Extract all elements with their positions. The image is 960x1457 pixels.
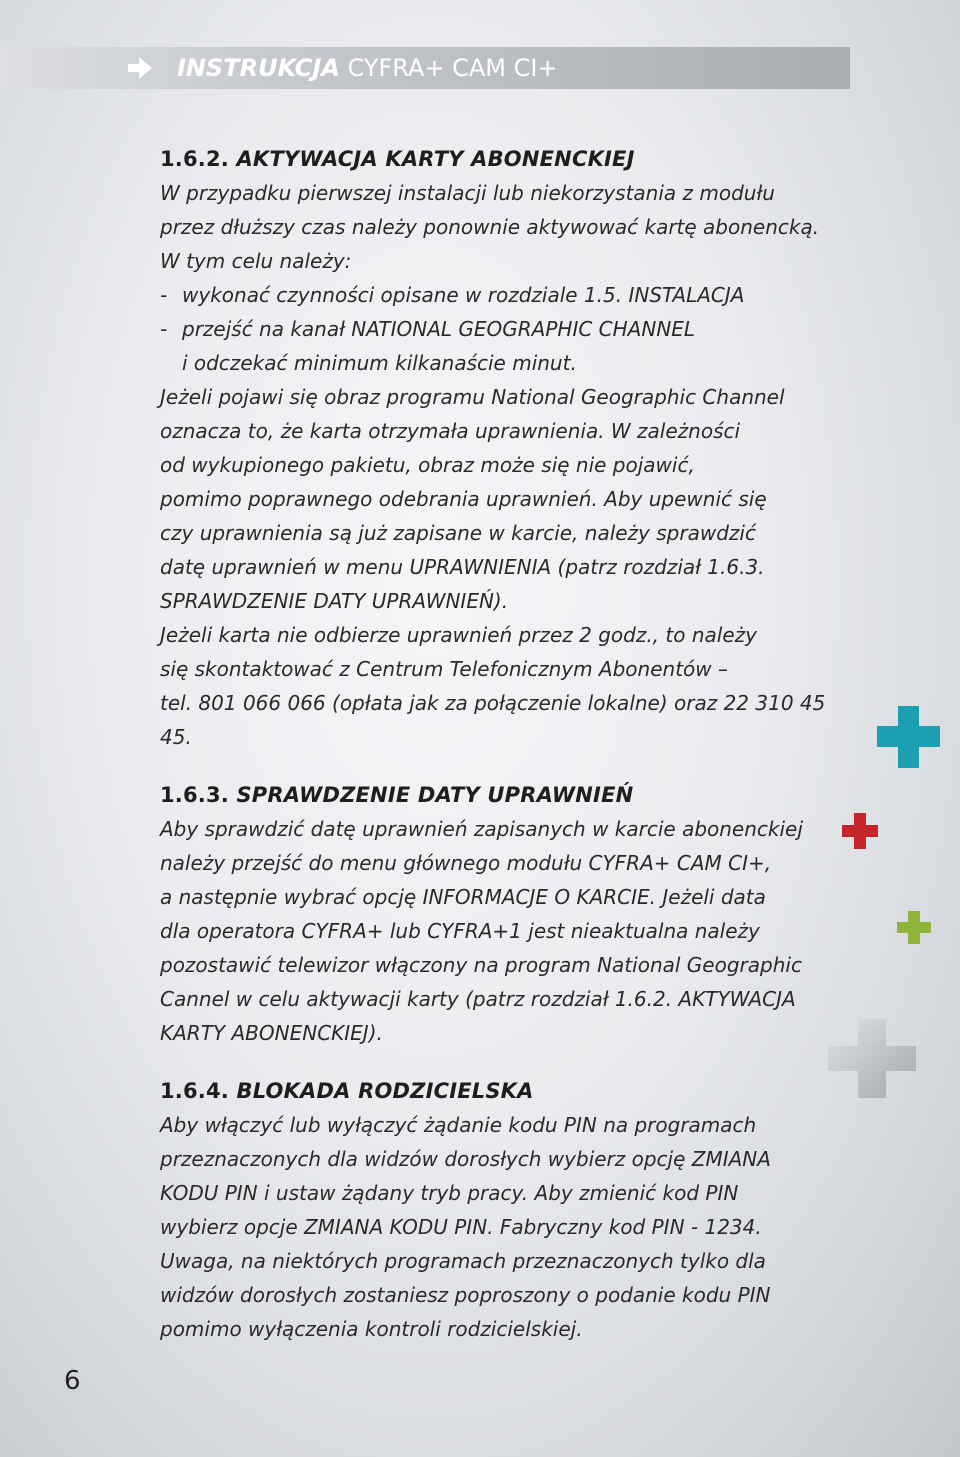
section-title: AKTYWACJA KARTY ABONENCKIEJ xyxy=(236,147,635,171)
page-content xyxy=(160,142,860,1370)
list-item: - przejść na kanał NATIONAL GEOGRAPHIC CHANNEL i odczekać minimum kilkanaście minut. xyxy=(160,312,860,380)
silver-plus-shape xyxy=(828,1019,916,1098)
red-plus-icon xyxy=(842,813,878,849)
section-heading xyxy=(160,1074,860,1108)
teal-plus-shape xyxy=(877,706,940,768)
section-number: 1.6.3. xyxy=(160,783,229,807)
header-title-rest: CYFRA+ CAM CI+ xyxy=(347,54,558,82)
section-title: BLOKADA RODZICIELSKA xyxy=(236,1079,534,1103)
section-body: Aby sprawdzić datę uprawnień zapisanych w karcie abonenckiej należy przejść do menu głównego modułu CYFRA+ CAM CI+, a następnie wybrać opcję INFORMACJE O KARCIE. Jeżeli data dla operatora CYFRA+ lub CYFRA+1 jest nieaktualna należy pozostawić telewizor włączony na program National Geographic Cannel w celu aktywacji karty (patrz rozdział 1.6.2. AKTYWACJA KARTY ABONENCKIEJ). xyxy=(160,817,803,1045)
page-number: 6 xyxy=(64,1366,81,1396)
list-item: - wykonać czynności opisane w rozdziale 1.5. INSTALACJA xyxy=(160,278,860,312)
header-title-bold: INSTRUKCJA xyxy=(177,54,340,82)
steps-list xyxy=(160,278,860,380)
green-plus-shape xyxy=(897,911,931,944)
green-plus-icon xyxy=(897,911,931,944)
section-activation xyxy=(160,142,860,754)
section-number: 1.6.2. xyxy=(160,147,229,171)
arrow-right-icon xyxy=(126,54,154,82)
header-title xyxy=(177,53,558,83)
silver-plus-icon xyxy=(828,1019,916,1098)
section-title: SPRAWDZENIE DATY UPRAWNIEŃ xyxy=(236,783,634,807)
teal-plus-icon xyxy=(877,706,940,768)
section-heading xyxy=(160,142,860,176)
section-heading xyxy=(160,778,860,812)
section-number: 1.6.4. xyxy=(160,1079,229,1103)
section-body: Aby włączyć lub wyłączyć żądanie kodu PIN na programach przeznaczonych dla widzów dorosłych wybierz opcję ZMIANA KODU PIN i ustaw żądany tryb pracy. Aby zmienić kod PIN wybierz opcje ZMIANA KODU PIN. Fabryczny kod PIN - 1234. Uwaga, na niektórych programach przeznaczonych tylko dla widzów dorosłych zostaniesz poproszony o podanie kodu PIN pomimo wyłączenia kontroli rodzicielskiej. xyxy=(160,1113,771,1341)
section-intro: W przypadku pierwszej instalacji lub niekorzystania z modułu przez dłuższy czas należy ponownie aktywować kartę abonencką. W tym celu należy: xyxy=(160,181,820,273)
section-body: Jeżeli pojawi się obraz programu National Geographic Channel oznacza to, że karta otrzymała uprawnienia. W zależności od wykupionego pakietu, obraz może się nie pojawić, pomimo poprawnego odebrania uprawnień. Aby upewnić się czy uprawnienia są już zapisane w karcie, należy sprawdzić datę uprawnień w menu UPRAWNIENIA (patrz rozdział 1.6.3. SPRAWDZENIE DATY UPRAWNIEŃ). Jeżeli karta nie odbierze uprawnień przez 2 godz., to należy się skontaktować z Centrum Telefonicznym Abonentów – tel. 801 066 066 (opłata jak za połączenie lokalne) oraz 22 310 45 45. xyxy=(160,385,826,749)
red-plus-shape xyxy=(842,813,878,849)
section-parental-lock xyxy=(160,1074,860,1346)
section-check-date xyxy=(160,778,860,1050)
